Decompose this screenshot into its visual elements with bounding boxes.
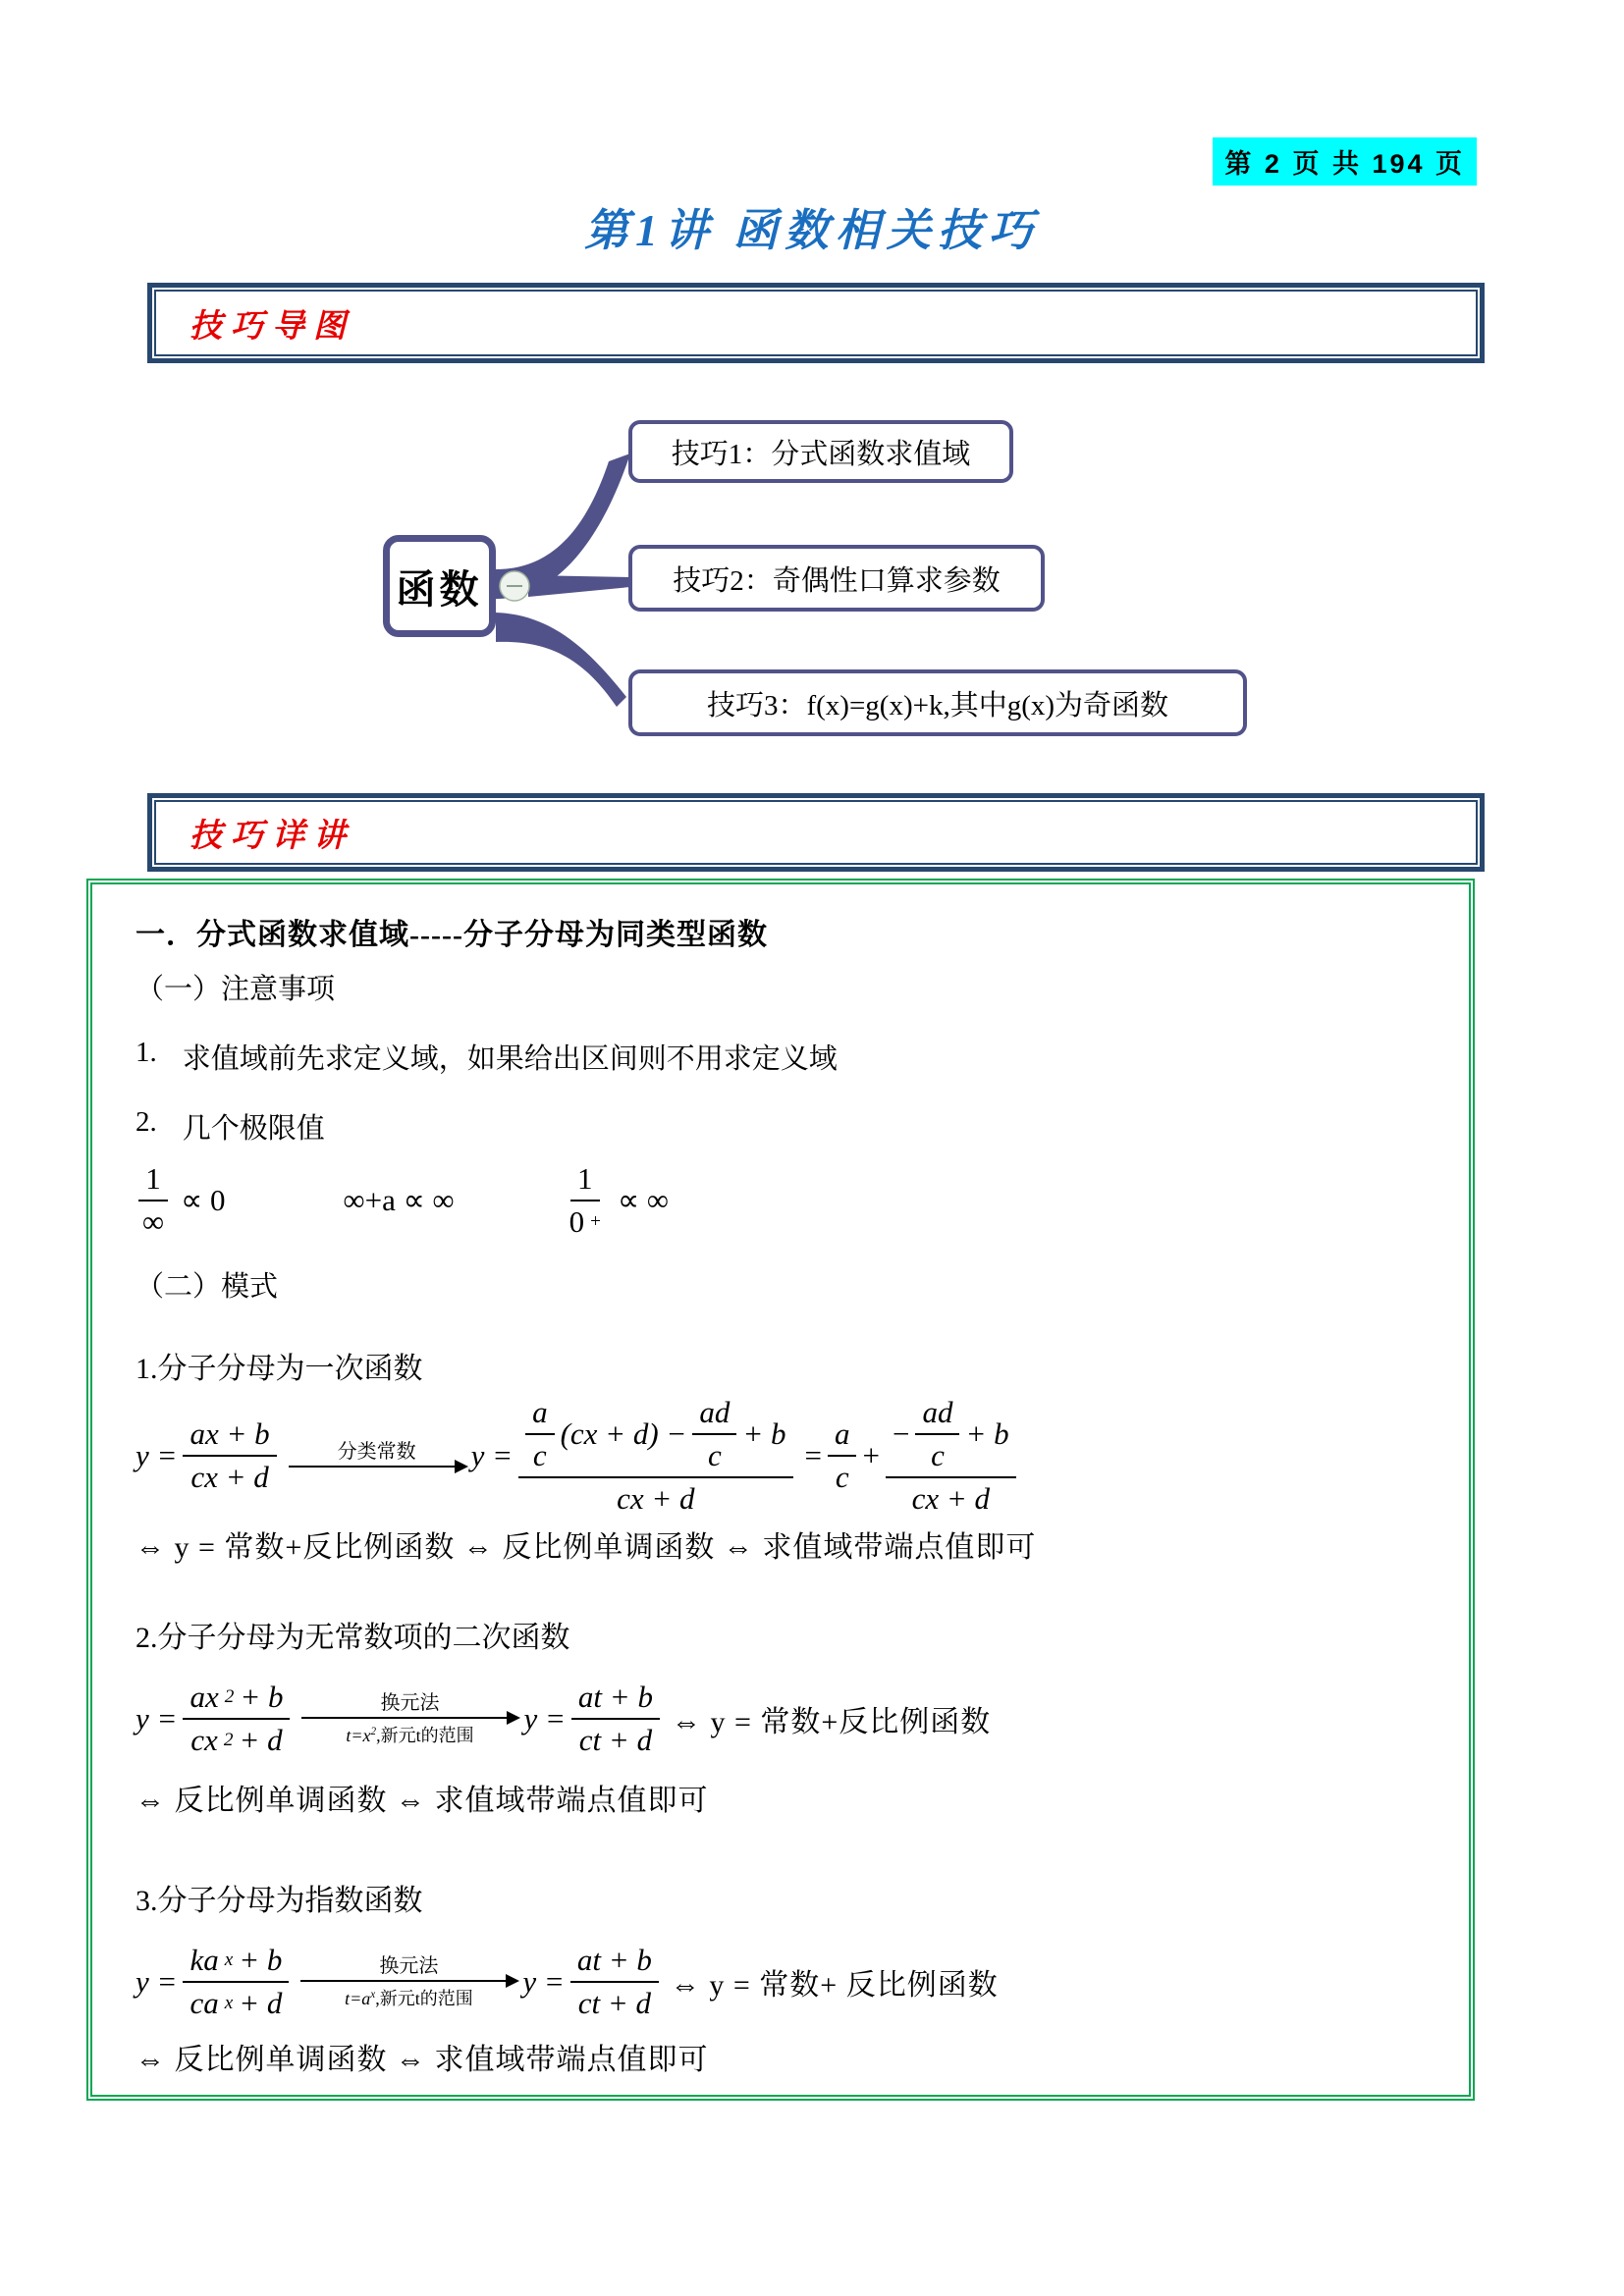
f1-frac1-den: cx + d (190, 1460, 269, 1494)
note-item-1-number: 1. (135, 1037, 157, 1068)
f1-subfrac-3 (915, 1395, 959, 1473)
f1-sub3-num: ad (915, 1395, 959, 1435)
f2-post: ⇔ y = 常数+反比例函数 (671, 1706, 992, 1738)
formula-1 (135, 1395, 1434, 1517)
limit-1-relation: ∝ 0 (181, 1183, 226, 1217)
mindmap (0, 402, 1624, 785)
mode1-conclusion: ⇔ y = 常数+反比例函数 ⇔ 反比例单调函数 ⇔ 求值域带端点值即可 (135, 1531, 1037, 1564)
f1-sub2-num: ad (692, 1395, 736, 1435)
note-item-1 (135, 1037, 1434, 1077)
f1-fraction-1 (183, 1416, 276, 1495)
mode-header: （二）模式 (135, 1271, 279, 1303)
f3-post: ⇔ y = 常数+ 反比例函数 (670, 1969, 999, 2002)
note-item-2-number: 2. (135, 1106, 157, 1138)
f3-fraction-1 (183, 1943, 289, 2021)
map-header-box (147, 283, 1485, 363)
f3-frac1-num: ka x + b (183, 1943, 289, 1983)
f3-fraction-2 (570, 1943, 659, 2021)
f2-arrow-shaft (301, 1717, 517, 1719)
lesson-title: 第1讲 函数相关技巧 (584, 206, 1040, 255)
content-box (86, 879, 1475, 2101)
mode2-conclusion: ⇔ 反比例单调函数 ⇔ 求值域带端点值即可 (135, 1785, 709, 1817)
note-item-1-text: 求值域前先求定义域，如果给出区间则不用求定义域 (182, 1043, 838, 1075)
f3-transform-arrow (300, 1955, 516, 2008)
map-header-inner (154, 290, 1478, 356)
page-number-badge: 第 2 页 共 194 页 (1213, 137, 1477, 186)
f1-sub1-num: a (525, 1395, 555, 1435)
f1-frac3-den: cx + d (911, 1481, 991, 1516)
mindmap-root-node: 函数 (383, 535, 496, 637)
f1-arrow-label: 分类常数 (337, 1441, 416, 1463)
limit-3 (563, 1161, 678, 1240)
f2-fraction-2 (571, 1680, 660, 1758)
f1-term-3: + b (965, 1416, 1009, 1451)
f1-mid: y = (470, 1438, 514, 1472)
f1-equals: = (804, 1438, 822, 1472)
limit-1 (135, 1161, 236, 1240)
limit-3-relation: ∝ ∞ (617, 1183, 669, 1217)
note-item-2-text: 几个极限值 (182, 1113, 325, 1145)
f1-frac1-num: ax + b (183, 1416, 276, 1457)
limit-2: ∞+a ∝ ∞ (343, 1183, 455, 1217)
mode3-conclusion: ⇔ 反比例单调函数 ⇔ 求值域带端点值即可 (135, 2044, 709, 2076)
f3-lhs: y = (135, 1964, 178, 1999)
f1-transform-arrow (289, 1441, 465, 1470)
f1-subfrac-1 (525, 1395, 555, 1473)
note-header: （一）注意事项 (135, 974, 336, 1005)
f2-fraction-1 (183, 1680, 290, 1758)
f1-sub1-den: c (532, 1438, 547, 1472)
f2-frac1-num: ax 2 + b (183, 1680, 290, 1720)
detail-header-box (147, 793, 1485, 872)
f3-frac1-den: ca x + d (189, 1986, 283, 2020)
f3-arrow-shaft (300, 1980, 516, 1982)
f2-lhs: y = (135, 1701, 178, 1735)
limit-3-denominator (563, 1201, 608, 1240)
f1-sub3-den: c (931, 1438, 945, 1472)
f3-frac2-den: ct + d (577, 1986, 652, 2020)
f3-frac2-num: at + b (570, 1943, 659, 1983)
f2-arrow-top-label: 换元法 (380, 1692, 440, 1714)
f1-term-1: (cx + d) − (560, 1416, 687, 1451)
mindmap-branch-1: 技巧1：分式函数求值域 (628, 420, 1013, 483)
f3-mid: y = (522, 1964, 565, 1999)
formula-2 (135, 1680, 1434, 1758)
f1-frac2-den: c (835, 1460, 849, 1494)
f1-big-den: cx + d (617, 1481, 695, 1516)
f1-lhs: y = (135, 1438, 178, 1472)
limits-row (135, 1151, 1434, 1250)
f1-sub2-den: c (707, 1438, 722, 1472)
limit-3-fraction (563, 1161, 608, 1240)
f3-arrow-top-label: 换元法 (379, 1955, 439, 1977)
mode1-title: 1.分子分母为一次函数 (135, 1353, 423, 1385)
section-heading: 一．分式函数求值域-----分子分母为同类型函数 (135, 919, 768, 951)
limit-3-den-base: 0 (568, 1204, 585, 1239)
f1-frac3-num (886, 1395, 1016, 1478)
f2-mid: y = (523, 1701, 566, 1735)
f1-arrow-shaft (289, 1466, 465, 1468)
f2-arrow-bottom-label: $t=x^2$,新元t的范围 (346, 1726, 474, 1745)
f1-fraction-2 (828, 1416, 857, 1495)
connector-branch-2 (528, 575, 630, 597)
limit-1-fraction (135, 1161, 171, 1240)
f1-fraction-3 (886, 1395, 1016, 1517)
detail-header-inner (154, 800, 1478, 865)
mindmap-branch-2: 技巧2：奇偶性口算求参数 (628, 545, 1045, 612)
mode3-title: 3.分子分母为指数函数 (135, 1885, 423, 1917)
f3-arrow-bottom-label: $t=a^x$,新元t的范围 (345, 1989, 473, 2008)
f1-big-fraction (518, 1395, 792, 1517)
f2-frac1-den: cx 2 + d (190, 1723, 283, 1757)
f1-minus: − (892, 1416, 910, 1451)
mode2-title: 2.分子分母为无常数项的二次函数 (135, 1622, 570, 1654)
f2-frac2-num: at + b (571, 1680, 660, 1720)
detail-header-label: 技巧详讲 (189, 818, 354, 854)
f1-subfrac-2 (692, 1395, 736, 1473)
f1-frac2-num: a (828, 1416, 857, 1457)
f1-big-num (518, 1395, 792, 1478)
note-item-2 (135, 1106, 1434, 1147)
f2-transform-arrow (301, 1692, 517, 1745)
mindmap-branch-3: 技巧3：f(x)=g(x)+k,其中g(x)为奇函数 (628, 669, 1247, 736)
f1-plus: + (862, 1438, 880, 1472)
limit-1-numerator: 1 (138, 1161, 168, 1201)
limit-3-den-sup: + (590, 1211, 601, 1232)
f1-term-2: + b (742, 1416, 786, 1451)
formula-3 (135, 1943, 1434, 2021)
map-header-label: 技巧导图 (189, 308, 354, 345)
limit-1-denominator: ∞ (142, 1204, 165, 1239)
connector-branch-3 (496, 613, 626, 707)
limit-3-numerator: 1 (570, 1161, 600, 1201)
content-box-inner (90, 882, 1471, 2097)
f2-frac2-den: ct + d (578, 1723, 653, 1757)
